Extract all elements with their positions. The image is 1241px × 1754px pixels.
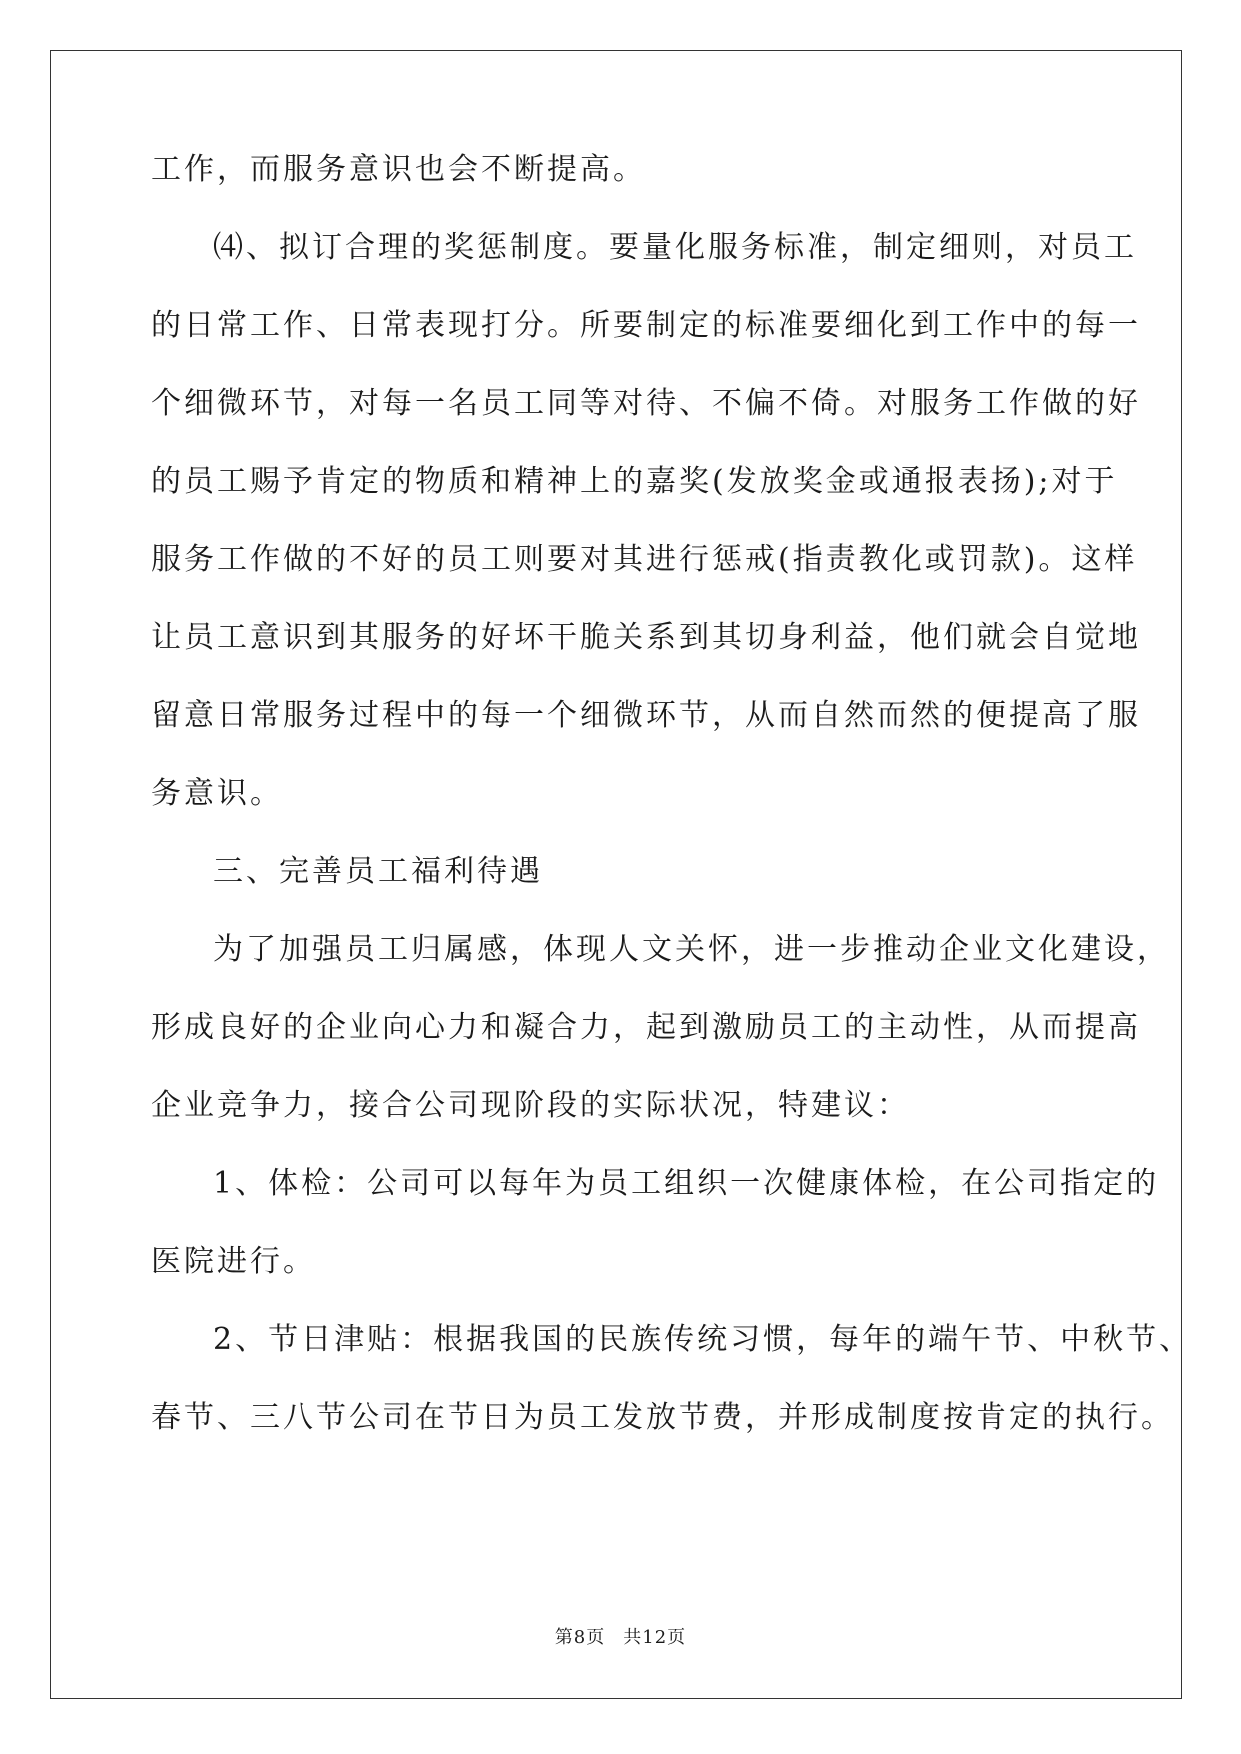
text-line: 工作，而服务意识也会不断提高。 (151, 152, 646, 187)
text-line: 2、节日津贴：根据我国的民族传统习惯，每年的端午节、中秋节、 (213, 1322, 1193, 1357)
page-footer (0, 1626, 1241, 1650)
text-line: 春节、三八节公司在节日为员工发放节费，并形成制度按肯定的执行。 (151, 1400, 1174, 1435)
text-line: ⑷、拟订合理的奖惩制度。要量化服务标准，制定细则，对员工 (213, 230, 1137, 265)
text-line: 个细微环节，对每一名员工同等对待、不偏不倚。对服务工作做的好 (151, 386, 1141, 421)
text-line: 医院进行。 (151, 1244, 316, 1279)
text-line: 形成良好的企业向心力和凝合力，起到激励员工的主动性，从而提高 (151, 1010, 1141, 1045)
text-line: 务意识。 (151, 776, 283, 811)
text-line: 为了加强员工归属感，体现人文关怀，进一步推动企业文化建设， (213, 932, 1170, 967)
text-line: 留意日常服务过程中的每一个细微环节，从而自然而然的便提高了服 (151, 698, 1141, 733)
section-heading: 三、完善员工福利待遇 (213, 854, 543, 889)
text-line: 的员工赐予肯定的物质和精神上的嘉奖(发放奖金或通报表扬);对于 (151, 464, 1118, 499)
text-line: 企业竞争力，接合公司现阶段的实际状况，特建议： (151, 1088, 910, 1123)
text-line: 让员工意识到其服务的好坏干脆关系到其切身利益，他们就会自觉地 (151, 620, 1141, 655)
text-line: 服务工作做的不好的员工则要对其进行惩戒(指责教化或罚款)。这样 (151, 542, 1138, 577)
text-line: 1、体检：公司可以每年为员工组织一次健康体检，在公司指定的 (213, 1166, 1160, 1201)
text-line: 的日常工作、日常表现打分。所要制定的标准要细化到工作中的每一 (151, 308, 1141, 343)
page-total: 共12页 (623, 1627, 687, 1648)
page-number: 第8页 (554, 1627, 606, 1648)
